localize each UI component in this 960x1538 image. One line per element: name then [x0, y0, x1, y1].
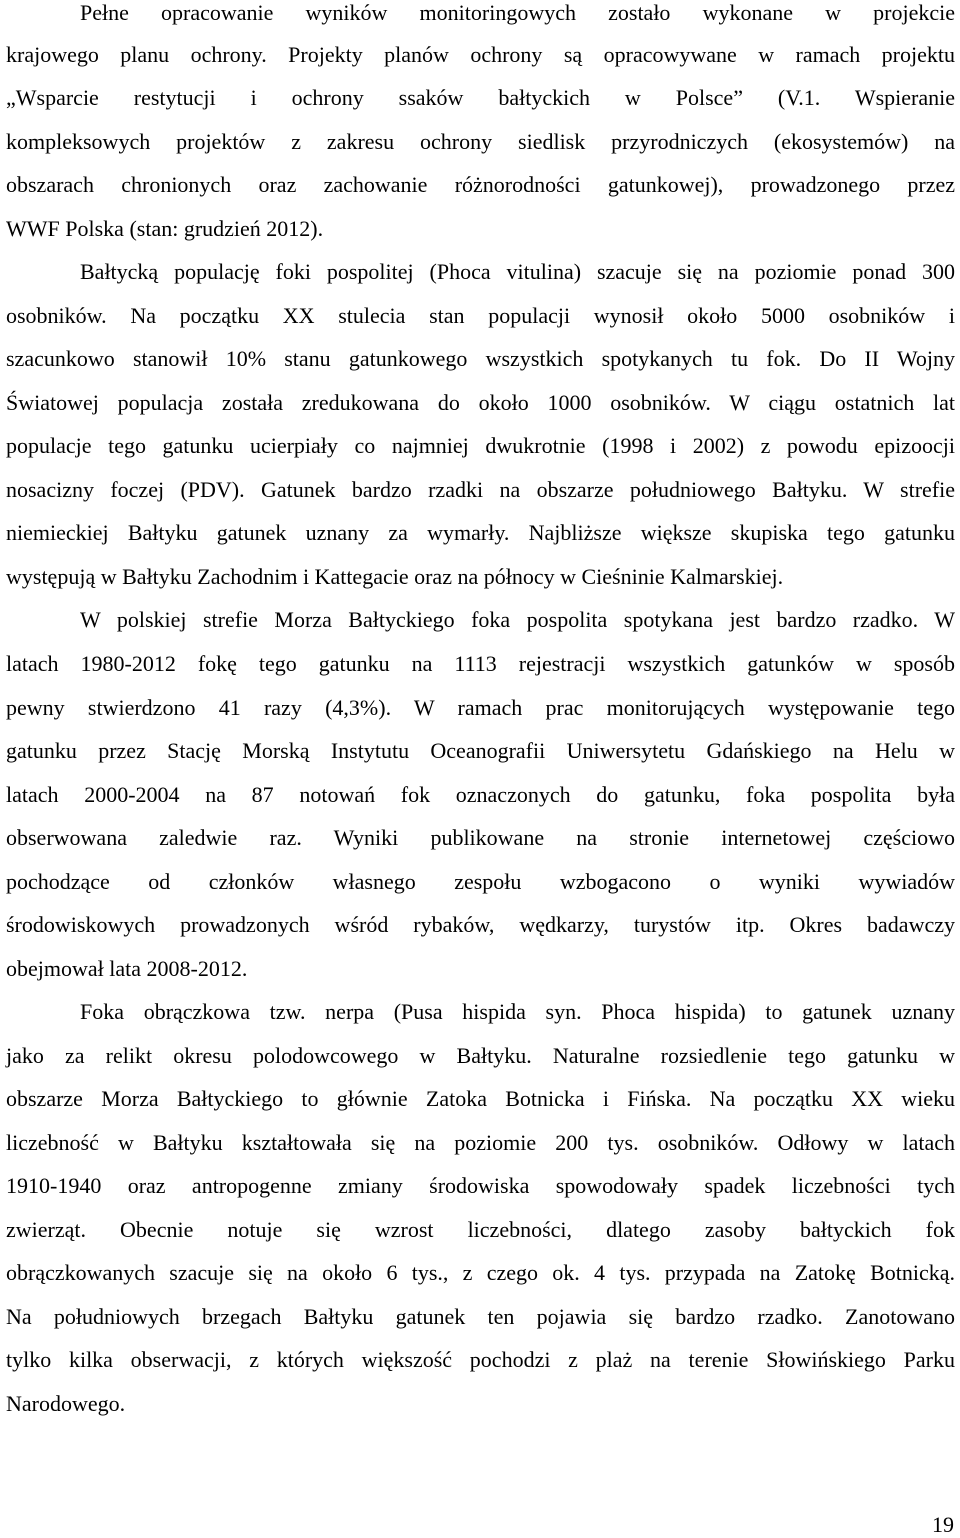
text-line: występują w Bałtyku Zachodnim i Kattegacie oraz na północy w Cieśninie Kalmarskiej.	[6, 564, 784, 589]
text-line: obszarze Morza Bałtyckiego to głównie Zatoka Botnicka i Fińska. Na początku XX wieku	[6, 1086, 955, 1111]
text-line: kompleksowych projektów z zakresu ochrony siedlisk przyrodniczych (ekosystemów) na	[6, 129, 955, 154]
text-line: pochodzące od członków własnego zespołu wzbogacono o wyniki wywiadów	[6, 869, 955, 894]
text-line: zwierząt. Obecnie notuje się wzrost liczebności, dlatego zasoby bałtyckich fok	[6, 1217, 955, 1242]
text-line: obszarach chronionych oraz zachowanie różnorodności gatunkowej), prowadzonego przez	[6, 172, 955, 197]
text-line: W polskiej strefie Morza Bałtyckiego foka pospolita spotykana jest bardzo rzadko. W	[80, 607, 955, 632]
text-line: liczebność w Bałtyku kształtowała się na poziomie 200 tys. osobników. Odłowy w latach	[6, 1130, 955, 1155]
text-line: Pełne opracowanie wyników monitoringowych zostało wykonane w projekcie	[80, 0, 955, 25]
text-line: Na południowych brzegach Bałtyku gatunek ten pojawia się bardzo rzadko. Zanotowano	[6, 1304, 955, 1329]
text-line: nosacizny foczej (PDV). Gatunek bardzo rzadki na obszarze południowego Bałtyku. W strefie	[6, 477, 955, 502]
text-line: Narodowego.	[6, 1391, 126, 1416]
page-number: 19	[932, 1512, 954, 1537]
text-line: latach 1980-2012 fokę tego gatunku na 1113 rejestracji wszystkich gatunków w sposób	[6, 651, 955, 676]
text-line: osobników. Na początku XX stulecia stan populacji wynosił około 5000 osobników i	[6, 303, 955, 328]
text-line: obrączkowanych szacuje się na około 6 tys., z czego ok. 4 tys. przypada na Zatokę Botnicką.	[6, 1260, 955, 1285]
text-line: 1910-1940 oraz antropogenne zmiany środowiska spowodowały spadek liczebności tych	[6, 1173, 955, 1198]
text-line: gatunku przez Stację Morską Instytutu Oceanografii Uniwersytetu Gdańskiego na Helu w	[6, 738, 955, 763]
text-line: latach 2000-2004 na 87 notowań fok oznaczonych do gatunku, foka pospolita była	[6, 782, 955, 807]
text-line: tylko kilka obserwacji, z których większość pochodzi z plaż na terenie Słowińskiego Parku	[6, 1347, 955, 1372]
text-line: WWF Polska (stan: grudzień 2012).	[6, 216, 324, 241]
text-line: pewny stwierdzono 41 razy (4,3%). W ramach prac monitorujących występowanie tego	[6, 695, 955, 720]
text-line: obserwowana zaledwie raz. Wyniki publikowane na stronie internetowej częściowo	[6, 825, 955, 850]
text-line: środowiskowych prowadzonych wśród rybaków, wędkarzy, turystów itp. Okres badawczy	[6, 912, 955, 937]
text-line: szacunkowo stanowił 10% stanu gatunkowego wszystkich spotykanych tu fok. Do II Wojny	[6, 346, 955, 371]
text-line: obejmował lata 2008-2012.	[6, 956, 248, 981]
text-line: Foka obrączkowa tzw. nerpa (Pusa hispida syn. Phoca hispida) to gatunek uznany	[80, 999, 955, 1024]
text-line: Bałtycką populację foki pospolitej (Phoca vitulina) szacuje się na poziomie ponad 300	[80, 259, 955, 284]
text-line: jako za relikt okresu polodowcowego w Bałtyku. Naturalne rozsiedlenie tego gatunku w	[6, 1043, 955, 1068]
text-line: Światowej populacja została zredukowana do około 1000 osobników. W ciągu ostatnich lat	[6, 390, 955, 415]
text-line: krajowego planu ochrony. Projekty planów ochrony są opracowywane w ramach projektu	[6, 42, 955, 67]
text-line: niemieckiej Bałtyku gatunek uznany za wymarły. Najbliższe większe skupiska tego gatunku	[6, 520, 955, 545]
text-line: populacje tego gatunku ucierpiały co najmniej dwukrotnie (1998 i 2002) z powodu epizoocji	[6, 433, 955, 458]
text-line: „Wsparcie restytucji i ochrony ssaków bałtyckich w Polsce” (V.1. Wspieranie	[6, 85, 955, 110]
